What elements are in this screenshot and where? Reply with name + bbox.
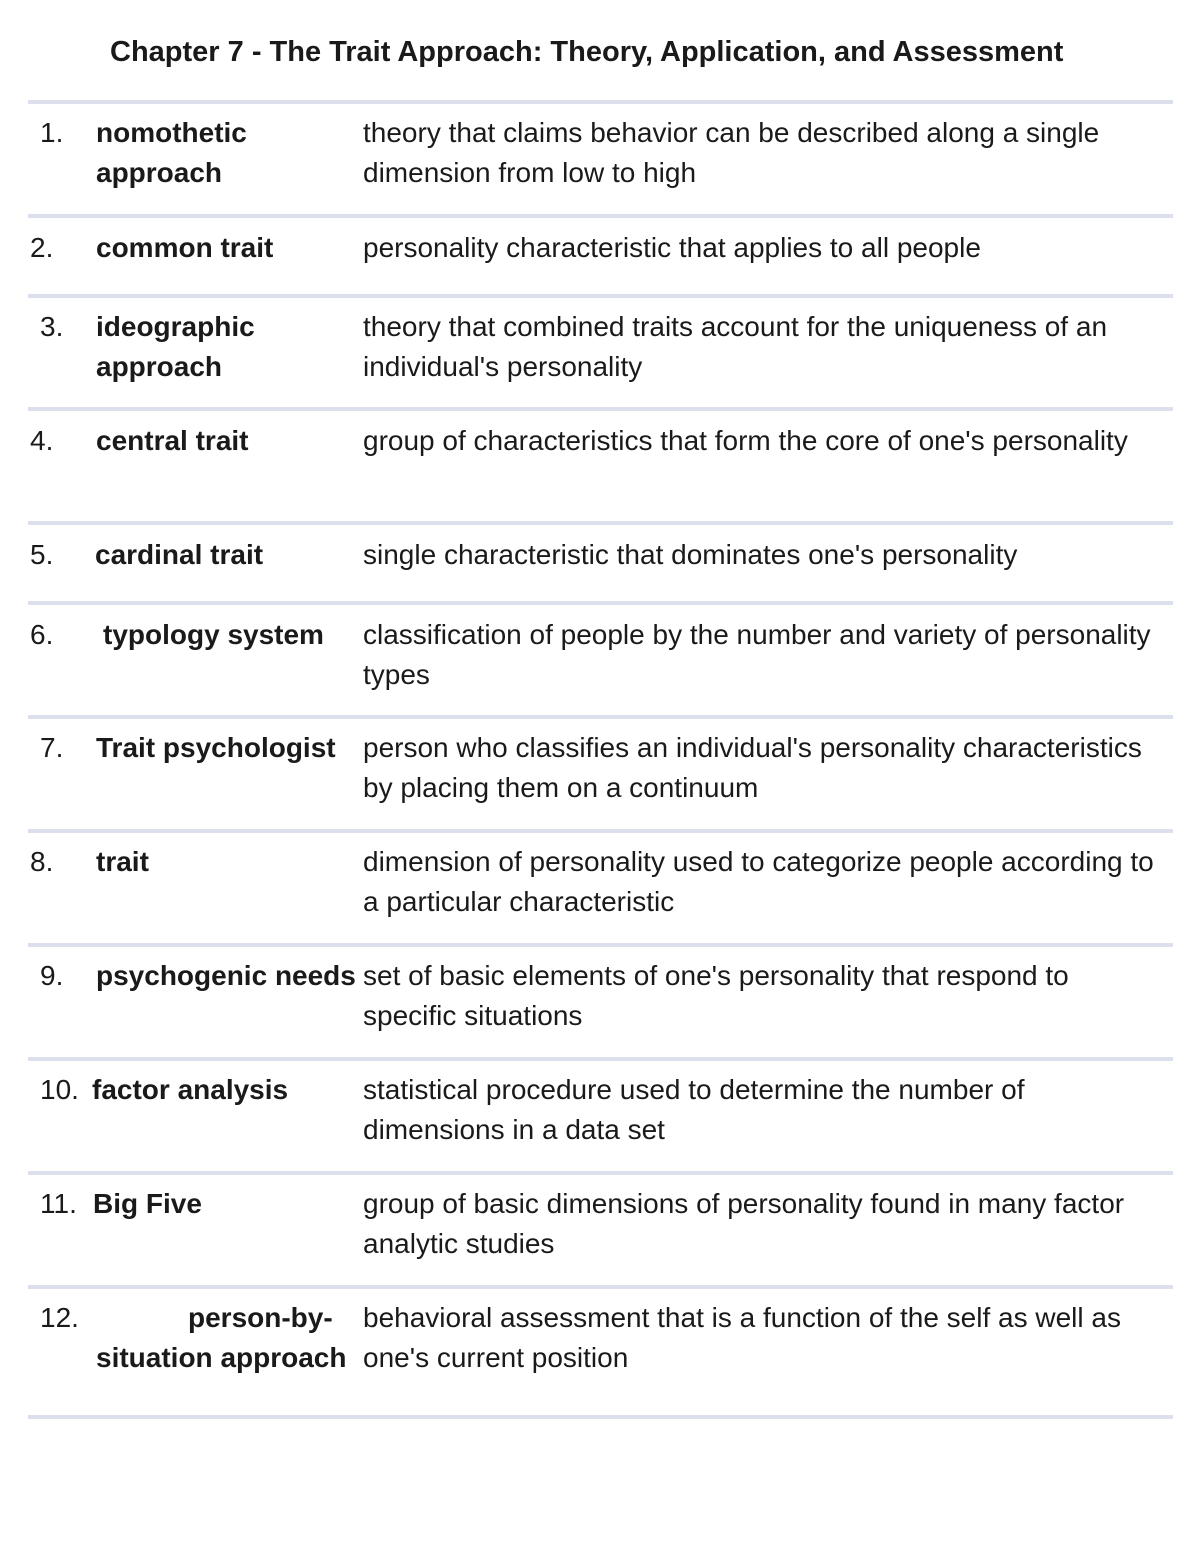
page-title: Chapter 7 - The Trait Approach: Theory, Application, and Assessment	[110, 36, 1064, 68]
term-definition: dimension of personality used to categorize people according to a particular characteristic	[363, 846, 1154, 917]
divider	[28, 1171, 1173, 1175]
term-number: 4.	[30, 425, 54, 456]
divider	[28, 100, 1173, 104]
term-definition: set of basic elements of one's personality that respond to specific situations	[363, 960, 1069, 1031]
term-name: nomothetic approach	[96, 117, 247, 188]
term-number: 12.	[40, 1302, 79, 1333]
term-name: ideographic approach	[96, 311, 255, 382]
term-number: 10.	[40, 1074, 79, 1105]
term-definition: personality characteristic that applies to all people	[363, 232, 981, 263]
term-name: person-by-situation approach	[96, 1302, 347, 1373]
divider	[28, 294, 1173, 298]
divider	[28, 214, 1173, 218]
term-name: trait	[96, 846, 149, 877]
divider	[28, 407, 1173, 411]
term-name: psychogenic needs	[96, 960, 356, 991]
term-definition: person who classifies an individual's personality characteristics by placing them on a continuum	[363, 732, 1142, 803]
divider	[28, 1285, 1173, 1289]
term-number: 7.	[40, 732, 64, 763]
term-definition: group of characteristics that form the core of one's personality	[363, 425, 1128, 456]
term-definition: theory that combined traits account for the uniqueness of an individual's personality	[363, 311, 1108, 382]
term-number: 3.	[40, 311, 64, 342]
term-name: Big Five	[93, 1188, 202, 1219]
term-name: common trait	[96, 232, 274, 263]
term-name: cardinal trait	[95, 539, 264, 570]
term-number: 2.	[30, 232, 54, 263]
term-number: 1.	[40, 117, 64, 148]
term-definition: group of basic dimensions of personality found in many factor analytic studies	[363, 1188, 1125, 1259]
term-definition: behavioral assessment that is a function of the self as well as one's current position	[363, 1302, 1121, 1373]
divider	[28, 829, 1173, 833]
divider	[28, 521, 1173, 525]
divider	[28, 715, 1173, 719]
divider	[28, 601, 1173, 605]
term-number: 9.	[40, 960, 64, 991]
term-number: 8.	[30, 846, 54, 877]
term-definition: single characteristic that dominates one's personality	[363, 539, 1018, 570]
term-definition: statistical procedure used to determine the number of dimensions in a data set	[363, 1074, 1025, 1145]
term-name: factor analysis	[92, 1074, 289, 1105]
term-name: Trait psychologist	[96, 732, 336, 763]
term-number: 5.	[30, 539, 54, 570]
term-number: 6.	[30, 619, 54, 650]
term-definition: classification of people by the number and variety of personality types	[363, 619, 1151, 690]
term-name: central trait	[96, 425, 249, 456]
divider	[28, 1057, 1173, 1061]
term-name: typology system	[103, 619, 324, 650]
term-number: 11.	[40, 1188, 77, 1219]
term-definition: theory that claims behavior can be described along a single dimension from low to high	[363, 117, 1100, 188]
divider	[28, 1415, 1173, 1419]
divider	[28, 943, 1173, 947]
